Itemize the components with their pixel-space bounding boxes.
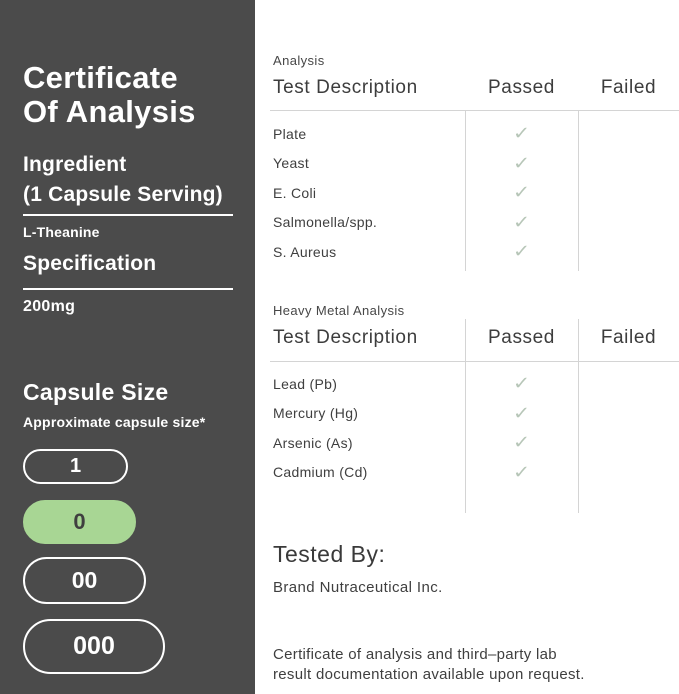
table-row (270, 178, 679, 208)
passed-cell (465, 458, 578, 488)
capsule-size-label: 00 (71, 567, 98, 593)
column-test-description: Test Description (273, 327, 418, 348)
table-row (270, 399, 679, 429)
test-name: Lead (Pb) (273, 375, 338, 392)
tested-by-heading: Tested By: (273, 541, 386, 567)
capsule-size-label: 000 (73, 632, 115, 660)
capsule-size-heading: Capsule Size (23, 379, 169, 405)
failed-cell (578, 237, 679, 267)
passed-cell (465, 369, 578, 399)
capsule-size-option (23, 500, 136, 544)
failed-cell (578, 399, 679, 429)
failed-cell (578, 208, 679, 238)
passed-cell (465, 178, 578, 208)
failed-cell (578, 458, 679, 488)
heavy-metal-table-body (270, 362, 679, 513)
analysis-table-label: Analysis (273, 53, 325, 68)
page-title-line1: Certificate (23, 60, 178, 95)
footnote (273, 645, 613, 685)
capsule-size-option (23, 619, 165, 674)
capsule-size-label: 0 (73, 509, 86, 534)
table-row (270, 428, 679, 458)
test-name: Mercury (Hg) (273, 405, 359, 422)
check-icon: ✓ (512, 373, 531, 395)
test-name: Salmonella/spp. (273, 214, 378, 231)
check-icon: ✓ (512, 152, 531, 174)
tested-by-section (273, 541, 443, 596)
capsule-size-label: 1 (69, 455, 82, 477)
capsule-size-option (23, 449, 128, 484)
capsule-size-note: Approximate capsule size* (23, 414, 206, 430)
column-failed: Failed (600, 327, 657, 348)
test-name: Cadmium (Cd) (273, 464, 368, 481)
table-row (270, 237, 679, 267)
heavy-metal-table (270, 302, 679, 513)
capsule-size-option (23, 557, 146, 604)
ingredient-heading-line2: (1 Capsule Serving) (23, 183, 223, 206)
column-failed: Failed (600, 77, 657, 98)
check-icon: ✓ (512, 182, 531, 204)
tested-by-company: Brand Nutraceutical Inc. (273, 579, 443, 596)
analysis-table-header (270, 69, 679, 111)
check-icon: ✓ (512, 402, 531, 424)
heavy-metal-table-header (270, 319, 679, 362)
test-name: Arsenic (As) (273, 434, 353, 451)
heavy-metal-table-label: Heavy Metal Analysis (273, 303, 405, 318)
analysis-table (270, 52, 679, 271)
passed-cell (465, 237, 578, 267)
ingredient-value: L-Theanine (23, 224, 100, 240)
footnote-line1: Certificate of analysis and third–party lab (273, 646, 557, 663)
capsule-size-options (0, 0, 255, 694)
column-passed: Passed (488, 327, 555, 348)
failed-cell (578, 119, 679, 149)
check-icon: ✓ (512, 211, 531, 233)
analysis-table-body (270, 111, 679, 271)
page-title-line2: Of Analysis (23, 94, 196, 129)
failed-cell (578, 369, 679, 399)
table-row (270, 208, 679, 238)
passed-cell (465, 399, 578, 429)
specification-heading: Specification (23, 252, 157, 275)
check-icon: ✓ (512, 432, 531, 454)
test-name: S. Aureus (273, 243, 337, 260)
passed-cell (465, 208, 578, 238)
passed-cell (465, 428, 578, 458)
passed-cell (465, 149, 578, 179)
table-row (270, 119, 679, 149)
column-passed: Passed (488, 77, 555, 98)
ingredient-heading-line1: Ingredient (23, 153, 127, 176)
footnote-line2: result documentation available upon request. (273, 666, 585, 683)
test-name: Plate (273, 125, 307, 142)
table-row (270, 149, 679, 179)
test-name: Yeast (273, 155, 310, 172)
table-row (270, 369, 679, 399)
failed-cell (578, 178, 679, 208)
certificate-info-panel (0, 0, 255, 694)
failed-cell (578, 428, 679, 458)
column-test-description: Test Description (273, 77, 418, 98)
table-row (270, 458, 679, 488)
check-icon: ✓ (512, 461, 531, 483)
test-name: E. Coli (273, 184, 317, 201)
check-icon: ✓ (512, 241, 531, 263)
analysis-results-panel (255, 0, 679, 694)
specification-value: 200mg (23, 298, 76, 315)
failed-cell (578, 149, 679, 179)
passed-cell (465, 119, 578, 149)
check-icon: ✓ (512, 123, 531, 145)
